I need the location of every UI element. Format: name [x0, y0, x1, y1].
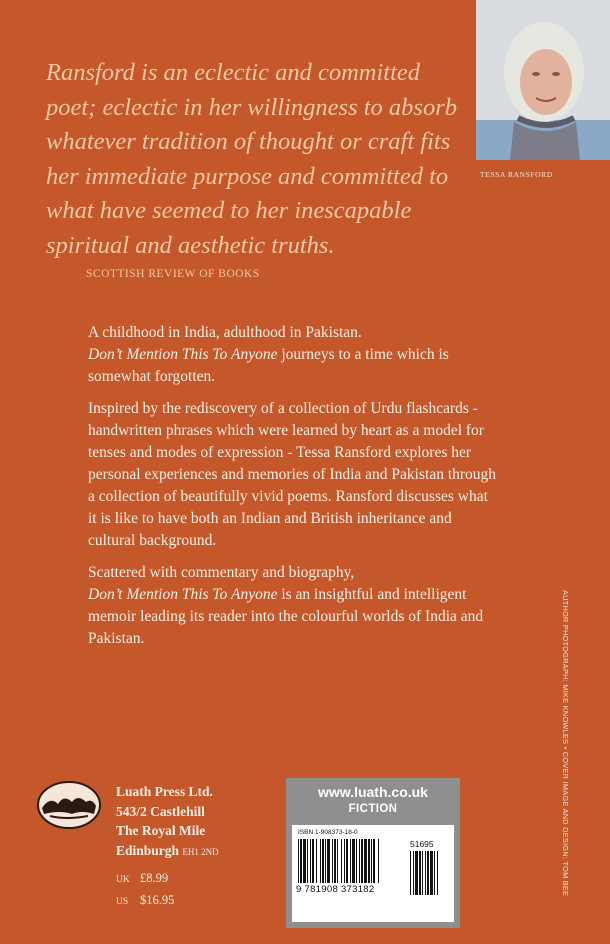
review-quote: Ransford is an eclectic and committed poet; eclectic in her willingness to absorb whatever tradition of thought or craft fits her immediate purpose and committed to what have seemed to her inescapable spiritual and aesthetic truths. [46, 59, 457, 259]
price-uk [116, 868, 174, 890]
publisher-address-line-2: The Royal Mile [116, 823, 206, 838]
price-list [116, 868, 174, 912]
ean-number: 9 781908 373182 [296, 884, 375, 895]
publisher-name: Luath Press Ltd. [116, 784, 213, 799]
price-us [116, 890, 174, 912]
publisher-address [116, 782, 219, 862]
price-amount: £8.99 [140, 871, 169, 885]
blurb-p3-rest: is an insightful and intelligent memoir leading its reader into the colourful worlds of India and Pakistan. [88, 586, 484, 647]
publisher-city-line [116, 841, 219, 863]
blurb-p1-rest: journeys to a time which is somewhat forgotten. [88, 346, 449, 385]
barcode-addon-number: 51695 [410, 839, 434, 849]
isbn-label: ISBN 1-908373-18-0 [298, 829, 358, 836]
barcode-area [292, 825, 454, 922]
blurb-p3-text: Scattered with commentary and biography, [88, 564, 355, 581]
publisher-city: Edinburgh [116, 842, 180, 858]
blurb-paragraph-3 [88, 562, 498, 650]
design-credits: AUTHOR PHOTOGRAPH: MIKE KNOWLES • COVER IMAGE AND DESIGN: TOM BEE [561, 590, 570, 897]
price-currency: US [116, 897, 129, 907]
blurb [88, 322, 498, 660]
publisher-logo [36, 780, 102, 830]
genre-label: FICTION [348, 803, 398, 815]
author-photo [476, 0, 610, 160]
blurb-p3-title: Don’t Mention This To Anyone [88, 586, 278, 603]
review-source: SCOTTISH REVIEW OF BOOKS [86, 268, 260, 280]
publisher-postcode: EH1 2ND [182, 846, 219, 857]
publisher-address-line-1: 543/2 Castlehill [116, 803, 205, 819]
price-amount: $16.95 [140, 893, 175, 907]
price-currency: UK [116, 875, 130, 885]
blurb-p1-title: Don’t Mention This To Anyone [88, 346, 278, 363]
blurb-paragraph-1 [88, 322, 498, 388]
website-label: www.luath.co.uk [318, 784, 428, 800]
blurb-paragraph-2: Inspired by the rediscovery of a collection of Urdu flashcards - handwritten phrases which were learned by heart as a model for tenses and modes of expression - Tessa Ransford explores her personal experiences and memories of India and Pakistan through a collection of beautifully vivid poems. Ransford discusses what it is like to have both an Indian and British inheritance and cultural background. [88, 400, 497, 549]
blurb-p1-text: A childhood in India, adulthood in Pakistan. [88, 324, 362, 341]
author-photo-caption: TESSA RANSFORD [480, 170, 553, 179]
barcode-panel [286, 778, 460, 928]
